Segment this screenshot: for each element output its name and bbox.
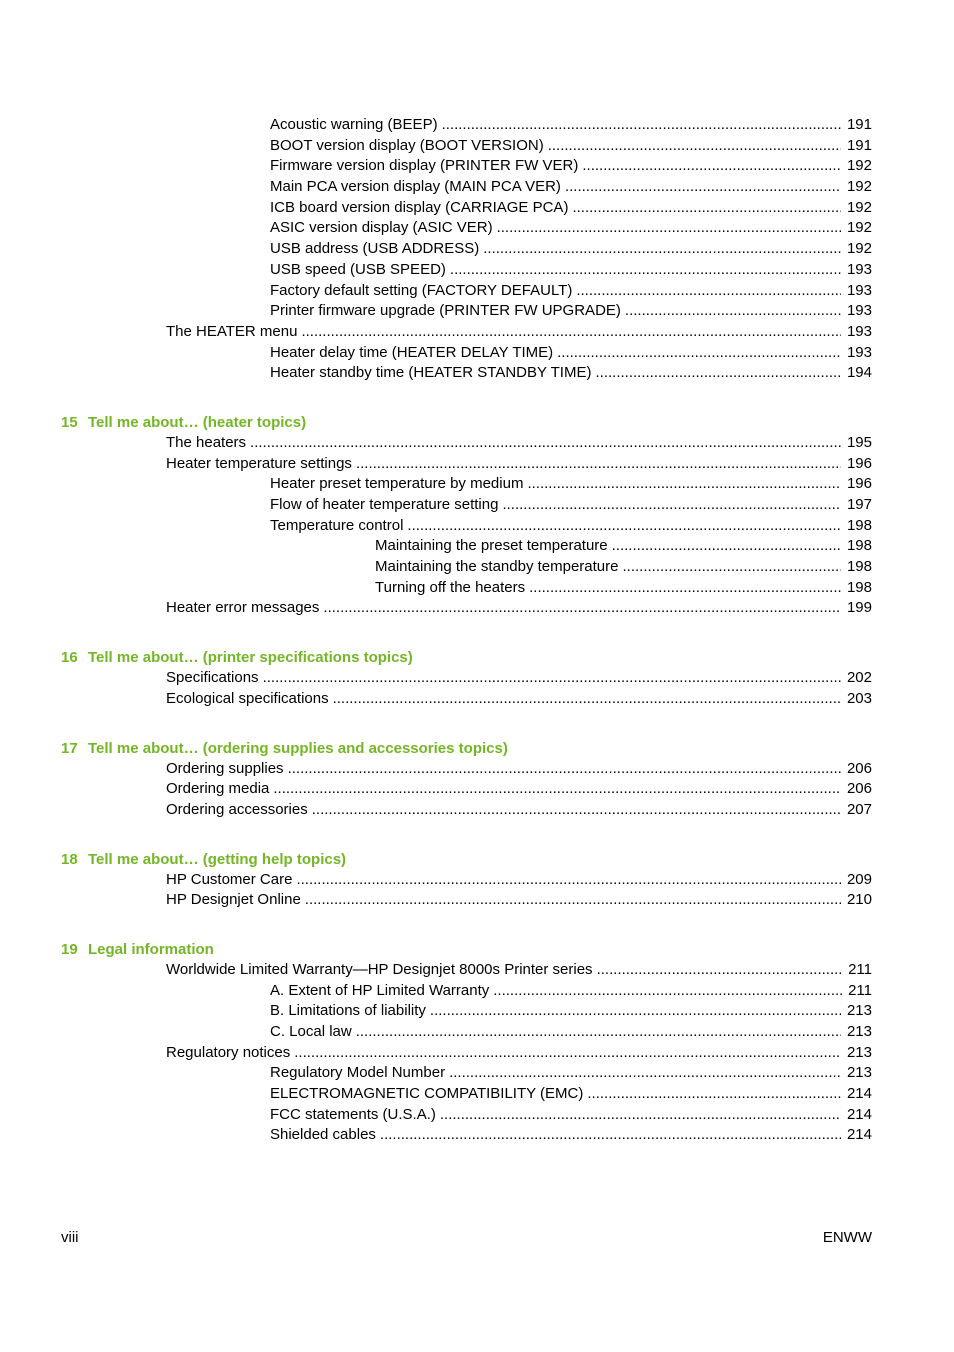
toc-entry-title: Ordering accessories xyxy=(166,800,308,818)
toc-entry[interactable] xyxy=(0,1063,954,1084)
toc-entry[interactable] xyxy=(0,454,954,475)
chapter-number: 18 xyxy=(61,850,78,868)
dot-leader xyxy=(450,260,841,281)
toc-entry-page: 211 xyxy=(848,981,872,999)
toc-entry-title: Acoustic warning (BEEP) xyxy=(270,116,438,133)
toc-entry[interactable] xyxy=(0,890,954,911)
toc-entry-title: USB address (USB ADDRESS) xyxy=(270,240,480,258)
toc-entry-title: USB speed (USB SPEED) xyxy=(270,260,446,278)
toc-entry-page: 192 xyxy=(846,219,872,237)
dot-leader xyxy=(483,239,841,260)
toc-entry[interactable] xyxy=(0,433,954,454)
dot-leader xyxy=(587,1084,841,1105)
toc-entry-page: 213 xyxy=(846,1002,872,1020)
chapter-heading[interactable] xyxy=(0,849,954,870)
toc-entry-page: 192 xyxy=(846,198,872,216)
toc-entry-page: 214 xyxy=(846,1105,872,1123)
toc-entry-title: Worldwide Limited Warranty—HP Designjet 8000s Printer series xyxy=(166,960,593,978)
toc-entry-page: 198 xyxy=(846,516,872,534)
toc-entry-page: 198 xyxy=(846,558,872,576)
toc-entry-page: 191 xyxy=(846,136,872,154)
toc-entry-title: A. Extent of HP Limited Warranty xyxy=(270,981,490,999)
dot-leader xyxy=(595,363,840,384)
dot-leader xyxy=(612,536,841,557)
toc-entry-title: Printer firmware upgrade (PRINTER FW UPGRADE) xyxy=(270,302,621,320)
toc-entry-title: ELECTROMAGNETIC COMPATIBILITY (EMC) xyxy=(270,1085,584,1103)
chapter-title: Legal information xyxy=(88,940,214,958)
toc-entry[interactable] xyxy=(0,281,954,302)
chapter-number: 16 xyxy=(61,649,78,667)
toc-entry-page: 192 xyxy=(846,240,872,258)
chapter-heading[interactable] xyxy=(0,412,954,433)
dot-leader xyxy=(442,115,841,136)
footer-page-number: viii xyxy=(61,1229,79,1246)
toc-entry-page: 211 xyxy=(848,960,872,978)
chapter-number: 17 xyxy=(61,739,78,757)
dot-leader xyxy=(529,578,841,599)
toc-entry[interactable] xyxy=(0,301,954,322)
dot-leader xyxy=(597,960,843,981)
chapter-title: Tell me about… (ordering supplies and accessories topics) xyxy=(88,739,508,757)
toc-entry[interactable] xyxy=(0,177,954,198)
toc-entry-page: 214 xyxy=(846,1085,872,1103)
toc-entry-page: 199 xyxy=(846,599,872,617)
toc-entry-page: 192 xyxy=(846,157,872,175)
toc-entry-page: 210 xyxy=(846,891,872,909)
toc-entry[interactable] xyxy=(0,598,954,619)
toc-entry-page: 192 xyxy=(846,178,872,196)
dot-leader xyxy=(527,474,841,495)
toc-entry-title: The heaters xyxy=(166,433,247,451)
toc-entry[interactable] xyxy=(0,474,954,495)
toc-entry-title: Main PCA version display (MAIN PCA VER) xyxy=(270,178,561,196)
dot-leader xyxy=(407,516,841,537)
toc-entry-title: B. Limitations of liability xyxy=(270,1002,426,1020)
dot-leader xyxy=(622,557,840,578)
chapter-heading[interactable] xyxy=(0,738,954,759)
toc-entry-title: Specifications xyxy=(166,669,259,687)
dot-leader xyxy=(250,433,841,454)
toc-entry[interactable] xyxy=(0,981,954,1002)
toc-entry[interactable] xyxy=(0,689,954,710)
toc-entry[interactable] xyxy=(0,870,954,891)
toc-entry-page: 191 xyxy=(846,116,872,133)
toc-entry-page: 195 xyxy=(846,433,872,451)
toc-entry[interactable] xyxy=(0,1022,954,1043)
toc-entry[interactable] xyxy=(0,343,954,364)
toc-entry-title: C. Local law xyxy=(270,1023,352,1040)
dot-leader xyxy=(440,1105,841,1126)
toc-entry-title: HP Customer Care xyxy=(166,870,293,888)
chapter-title: Tell me about… (getting help topics) xyxy=(88,850,347,868)
dot-leader xyxy=(576,281,841,302)
toc-entry[interactable] xyxy=(0,800,954,821)
toc-entry-title: Heater preset temperature by medium xyxy=(270,475,524,493)
toc-entry-title: Turning off the heaters xyxy=(375,578,526,596)
toc-entry[interactable] xyxy=(0,779,954,800)
toc-entry[interactable] xyxy=(0,1105,954,1126)
toc-entry[interactable] xyxy=(0,218,954,239)
toc-entry-title: BOOT version display (BOOT VERSION) xyxy=(270,136,544,154)
chapter-number: 15 xyxy=(61,413,78,431)
toc-entry-page: 209 xyxy=(846,870,872,888)
toc-entry[interactable] xyxy=(0,239,954,260)
dot-leader xyxy=(497,218,841,239)
toc-entry-page: 197 xyxy=(846,496,872,513)
toc-entry-title: Maintaining the preset temperature xyxy=(375,537,608,555)
dot-leader xyxy=(305,890,841,911)
dot-leader xyxy=(449,1063,841,1084)
toc-entry-page: 194 xyxy=(846,364,872,382)
dot-leader xyxy=(625,301,841,322)
toc-entry[interactable] xyxy=(0,1043,954,1064)
toc-entry-title: Factory default setting (FACTORY DEFAULT) xyxy=(270,281,573,299)
toc-entry-title: Shielded cables xyxy=(270,1126,376,1144)
toc-entry-title: FCC statements (U.S.A.) xyxy=(270,1105,436,1123)
toc-entry[interactable] xyxy=(0,536,954,557)
dot-leader xyxy=(263,668,841,689)
dot-leader xyxy=(294,1043,841,1064)
toc-entry-title: Regulatory Model Number xyxy=(270,1064,446,1082)
chapter-heading[interactable] xyxy=(0,939,954,960)
toc-entry-page: 206 xyxy=(846,780,872,798)
toc-entry-page: 207 xyxy=(846,800,872,818)
toc-entry-title: ASIC version display (ASIC VER) xyxy=(270,219,493,237)
toc-entry-title: ICB board version display (CARRIAGE PCA) xyxy=(270,198,569,216)
toc-entry-page: 193 xyxy=(846,302,872,320)
toc-entry[interactable] xyxy=(0,322,954,343)
toc-entry-page: 193 xyxy=(846,260,872,278)
toc-entry-page: 193 xyxy=(846,281,872,299)
toc-entry-title: Regulatory notices xyxy=(166,1043,291,1061)
toc-entry[interactable] xyxy=(0,156,954,177)
toc-entry-page: 196 xyxy=(846,454,872,472)
toc-entry-title: Ecological specifications xyxy=(166,689,329,707)
toc-entry[interactable] xyxy=(0,1084,954,1105)
chapter-number: 19 xyxy=(61,940,78,958)
toc-entry[interactable] xyxy=(0,516,954,537)
table-of-contents xyxy=(0,115,954,1146)
toc-entry-page: 198 xyxy=(846,537,872,555)
dot-leader xyxy=(323,598,841,619)
dot-leader xyxy=(380,1125,841,1146)
chapter-title: Tell me about… (heater topics) xyxy=(88,413,307,431)
toc-entry-page: 213 xyxy=(846,1023,872,1040)
toc-entry[interactable] xyxy=(0,960,954,981)
toc-entry[interactable] xyxy=(0,1125,954,1146)
toc-entry-page: 196 xyxy=(846,475,872,493)
dot-leader xyxy=(288,759,841,780)
dot-leader xyxy=(557,343,841,364)
toc-entry[interactable] xyxy=(0,260,954,281)
dot-leader xyxy=(333,689,841,710)
toc-entry-page: 198 xyxy=(846,578,872,596)
toc-entry[interactable] xyxy=(0,495,954,516)
toc-entry-page: 214 xyxy=(846,1126,872,1144)
dot-leader xyxy=(301,322,841,343)
dot-leader xyxy=(565,177,841,198)
toc-entry-page: 203 xyxy=(846,689,872,707)
dot-leader xyxy=(572,198,841,219)
dot-leader xyxy=(502,495,841,516)
toc-entry-title: Flow of heater temperature setting xyxy=(270,496,499,513)
dot-leader xyxy=(312,800,841,821)
toc-entry[interactable] xyxy=(0,557,954,578)
toc-entry[interactable] xyxy=(0,668,954,689)
toc-entry-title: Ordering media xyxy=(166,780,270,798)
toc-entry-title: Temperature control xyxy=(270,516,404,534)
dot-leader xyxy=(356,1022,841,1043)
dot-leader xyxy=(296,870,841,891)
toc-entry-title: Heater temperature settings xyxy=(166,454,352,472)
toc-entry-title: Heater delay time (HEATER DELAY TIME) xyxy=(270,343,554,361)
toc-entry-page: 202 xyxy=(846,669,872,687)
dot-leader xyxy=(430,1001,841,1022)
footer-doc-code: ENWW xyxy=(822,1229,872,1246)
toc-entry[interactable] xyxy=(0,1001,954,1022)
toc-entry-title: Ordering supplies xyxy=(166,759,284,777)
toc-entry-page: 213 xyxy=(846,1064,872,1082)
toc-entry[interactable] xyxy=(0,363,954,384)
dot-leader xyxy=(356,454,841,475)
toc-entry-page: 193 xyxy=(846,343,872,361)
toc-entry[interactable] xyxy=(0,115,954,136)
toc-entry-title: HP Designjet Online xyxy=(166,891,301,909)
dot-leader xyxy=(493,981,842,1002)
dot-leader xyxy=(548,136,841,157)
toc-entry-title: Heater error messages xyxy=(166,599,320,617)
toc-entry-title: The HEATER menu xyxy=(166,322,298,340)
toc-entry-page: 206 xyxy=(846,759,872,777)
toc-entry-title: Firmware version display (PRINTER FW VER) xyxy=(270,157,579,175)
dot-leader xyxy=(582,156,841,177)
toc-entry[interactable] xyxy=(0,198,954,219)
toc-entry-title: Maintaining the standby temperature xyxy=(375,558,619,576)
dot-leader xyxy=(273,779,841,800)
chapter-title: Tell me about… (printer specifications topics) xyxy=(88,649,413,667)
toc-entry-page: 193 xyxy=(846,322,872,340)
chapter-heading[interactable] xyxy=(0,647,954,668)
toc-entry[interactable] xyxy=(0,578,954,599)
toc-entry[interactable] xyxy=(0,136,954,157)
toc-entry-page: 213 xyxy=(846,1043,872,1061)
toc-entry[interactable] xyxy=(0,759,954,780)
toc-entry-title: Heater standby time (HEATER STANDBY TIME) xyxy=(270,364,592,382)
